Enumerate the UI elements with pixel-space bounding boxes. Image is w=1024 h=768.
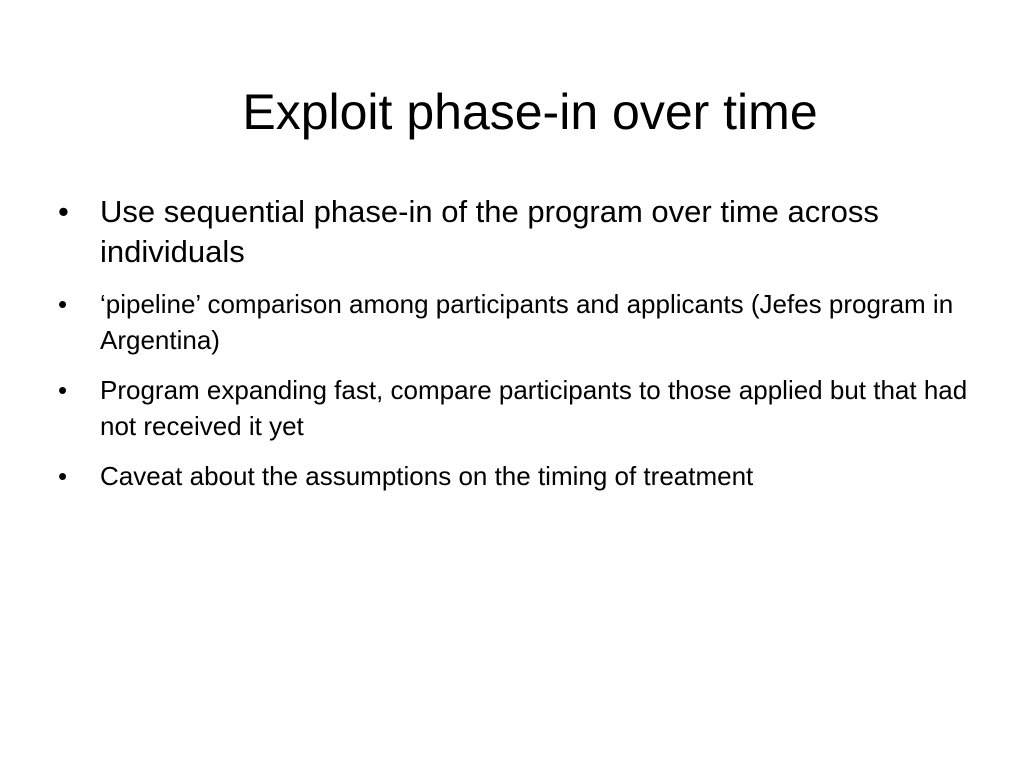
bullet-marker: •: [58, 194, 69, 229]
bullet-marker: •: [58, 375, 68, 405]
bullet-item: [58, 458, 978, 494]
bullet-list: [58, 192, 978, 508]
bullet-item: [58, 192, 978, 272]
bullet-text: ‘pipeline’ comparison among participants and applicants (Jefes program in Argentina): [100, 289, 954, 355]
bullet-text: Use sequential phase-in of the program over time across individuals: [100, 194, 879, 269]
bullet-item: [58, 372, 978, 444]
bullet-item: [58, 286, 978, 358]
bullet-text: Caveat about the assumptions on the timing of treatment: [100, 461, 754, 491]
slide-title: Exploit phase-in over time: [242, 84, 818, 140]
bullet-marker: •: [58, 461, 68, 491]
bullet-text: Program expanding fast, compare participants to those applied but that had not received it yet: [100, 375, 968, 441]
bullet-marker: •: [58, 289, 68, 319]
